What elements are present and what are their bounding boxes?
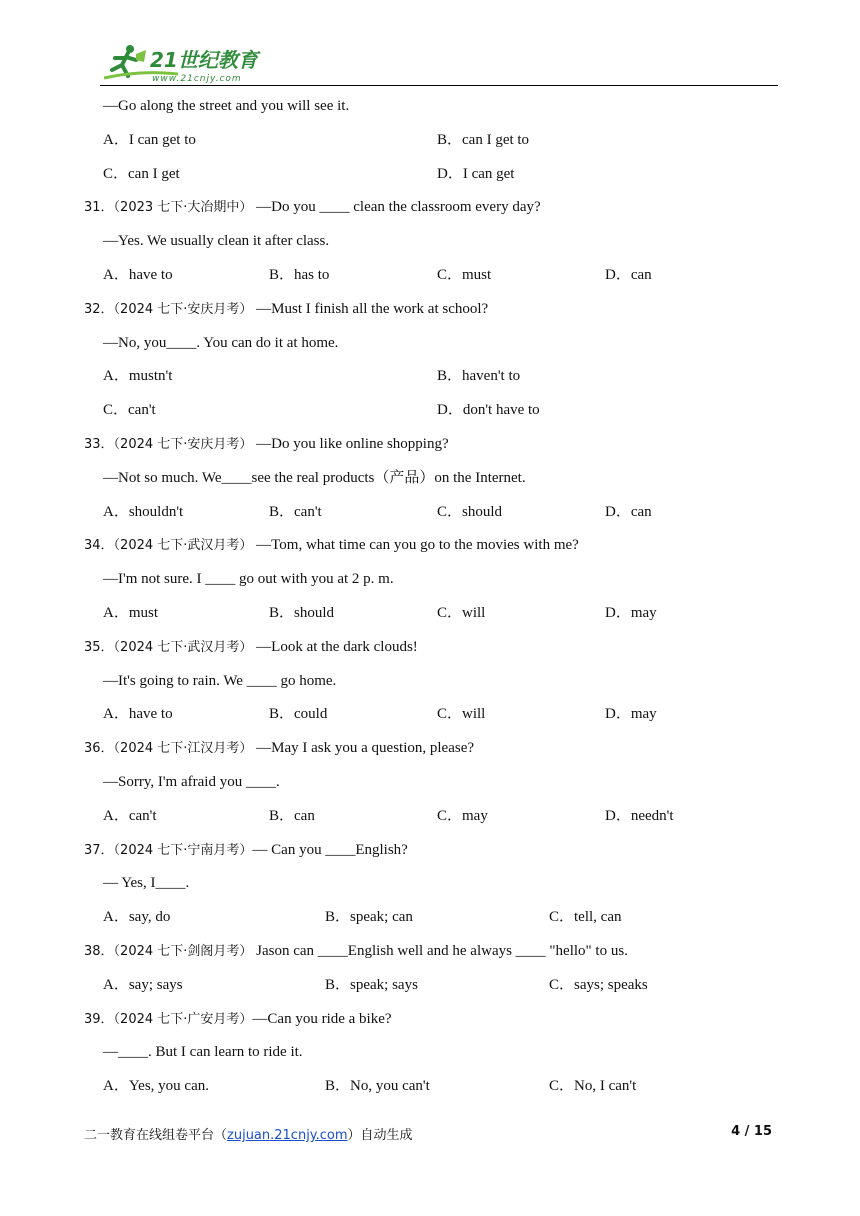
answer-option[interactable]: D．needn't — [605, 807, 674, 824]
answer-option[interactable]: A．must — [103, 604, 159, 621]
answer-option[interactable]: D．may — [605, 604, 657, 621]
question-number: 33． — [84, 436, 114, 452]
answer-option[interactable]: B．could — [269, 706, 328, 723]
question-number: 36． — [84, 741, 114, 757]
logo-text: 21世纪教育 — [150, 48, 258, 72]
answer-option[interactable]: C．can't — [103, 402, 156, 419]
answer-option[interactable]: B．speak; says — [325, 976, 418, 993]
question-number: 35． — [84, 639, 114, 655]
answer-option[interactable]: C．may — [437, 807, 488, 824]
question-text: —Do you like online shopping? — [252, 435, 449, 452]
dialogue-line: —Sorry, I'm afraid you ____. — [103, 773, 280, 790]
question-source: （2024 七下·宁南月考） — [113, 842, 253, 858]
question-stem — [84, 834, 784, 868]
answer-option[interactable]: A．have to — [103, 706, 173, 723]
question-stem — [84, 293, 784, 327]
question-text: —Must I finish all the work at school? — [252, 300, 489, 317]
question-stem — [84, 428, 784, 462]
answer-option[interactable]: C．tell, can — [549, 909, 622, 926]
answer-option[interactable]: C．says; speaks — [549, 976, 648, 993]
question-source: （2024 七下·安庆月考） — [113, 436, 253, 452]
answer-option[interactable]: D．can — [605, 266, 652, 283]
question-text: Jason can ____English well and he always ____ "hello" to us. — [252, 942, 628, 959]
footer-source — [84, 1124, 413, 1143]
logo-url: www.21cnjy.com — [152, 74, 242, 84]
answer-option[interactable]: A．shouldn't — [103, 503, 184, 520]
answer-option[interactable]: B．can't — [269, 503, 322, 520]
question-number: 32． — [84, 301, 114, 317]
question-number: 39． — [84, 1011, 114, 1027]
answer-options — [84, 901, 784, 935]
answer-option[interactable]: D．may — [605, 706, 657, 723]
question-source: （2024 七下·广安月考） — [113, 1011, 253, 1027]
question-text: —May I ask you a question, please? — [252, 740, 475, 757]
question-stem — [84, 529, 784, 563]
dialogue-line: —I'm not sure. I ____ go out with you at 2 p. m. — [103, 571, 394, 588]
question-text: —Do you ____ clean the classroom every day? — [252, 199, 541, 216]
answer-option[interactable]: C．No, I can't — [549, 1078, 637, 1095]
answer-option[interactable]: A．can't — [103, 807, 157, 824]
site-logo — [100, 40, 280, 86]
page-footer — [84, 1124, 772, 1144]
answer-options — [84, 158, 784, 192]
question-text: —Look at the dark clouds! — [252, 638, 418, 655]
answer-option[interactable]: A．say, do — [103, 909, 171, 926]
answer-option[interactable]: A．say; says — [103, 976, 183, 993]
answer-option[interactable]: B．speak; can — [325, 909, 413, 926]
dialogue-line: —Yes. We usually clean it after class. — [103, 233, 330, 250]
answer-option[interactable]: B．can — [269, 807, 315, 824]
answer-option[interactable]: B．haven't to — [437, 368, 521, 385]
answer-option[interactable]: A．have to — [103, 266, 173, 283]
dialogue-line: —____. But I can learn to ride it. — [103, 1044, 303, 1061]
answer-option[interactable]: C．must — [437, 266, 492, 283]
question-source: （2024 七下·江汉月考） — [113, 741, 253, 757]
question-source: （2024 七下·武汉月考） — [113, 639, 253, 655]
question-text: — Can you ____English? — [252, 841, 408, 858]
question-stem — [84, 1003, 784, 1037]
answer-option[interactable]: D．can — [605, 503, 652, 520]
question-text: —Tom, what time can you go to the movies with me? — [252, 537, 579, 554]
answer-options — [84, 800, 784, 834]
question-number: 37． — [84, 842, 114, 858]
page-number: 4 / 15 — [731, 1124, 772, 1139]
answer-options — [84, 394, 784, 428]
dialogue-line: —Go along the street and you will see it. — [103, 98, 350, 114]
dialogue-line: —Not so much. We____see the real products（产品）on the Internet. — [103, 469, 526, 486]
answer-option[interactable]: B．should — [269, 604, 335, 621]
answer-options — [84, 597, 784, 631]
answer-options — [84, 496, 784, 530]
footer-prefix: 二一教育在线组卷平台（ — [84, 1128, 228, 1143]
dialogue-line: — Yes, I____. — [103, 875, 190, 892]
answer-option[interactable]: C．will — [437, 604, 486, 621]
answer-option[interactable]: C．will — [437, 706, 486, 723]
answer-option[interactable]: B．can I get to — [437, 131, 530, 148]
answer-option[interactable]: A．Yes, you can. — [103, 1078, 209, 1095]
question-stem — [84, 935, 784, 969]
question-source: （2024 七下·安庆月考） — [113, 301, 253, 317]
answer-option[interactable]: A．mustn't — [103, 368, 173, 385]
dialogue-line: —It's going to rain. We ____ go home. — [103, 672, 337, 689]
question-source: （2024 七下·剑阁月考） — [113, 943, 253, 959]
question-number: 34． — [84, 538, 114, 554]
header-divider — [100, 85, 778, 86]
answer-option[interactable]: B．has to — [269, 266, 330, 283]
answer-options — [84, 124, 784, 158]
answer-option[interactable]: D．don't have to — [437, 402, 540, 419]
question-stem — [84, 732, 784, 766]
question-text: —Can you ride a bike? — [252, 1010, 392, 1027]
answer-option[interactable]: C．should — [437, 503, 503, 520]
question-number: 31． — [84, 200, 114, 216]
question-stem — [84, 631, 784, 665]
answer-options — [84, 698, 784, 732]
question-source: （2023 七下·大冶期中） — [113, 200, 253, 216]
answer-options — [84, 969, 784, 1003]
answer-options — [84, 259, 784, 293]
answer-options — [84, 360, 784, 394]
dialogue-line: —No, you____. You can do it at home. — [103, 334, 339, 351]
answer-option[interactable]: C．can I get — [103, 165, 180, 182]
question-source: （2024 七下·武汉月考） — [113, 538, 253, 554]
question-list — [84, 90, 784, 1104]
answer-option[interactable]: A．I can get to — [103, 131, 196, 148]
answer-options — [84, 1070, 784, 1104]
footer-suffix: ）自动生成 — [347, 1128, 413, 1143]
question-stem — [84, 191, 784, 225]
answer-option[interactable]: D．I can get — [437, 165, 515, 182]
question-number: 38． — [84, 943, 114, 959]
footer-link[interactable]: zujuan.21cnjy.com — [227, 1128, 348, 1143]
answer-option[interactable]: B．No, you can't — [325, 1078, 430, 1095]
